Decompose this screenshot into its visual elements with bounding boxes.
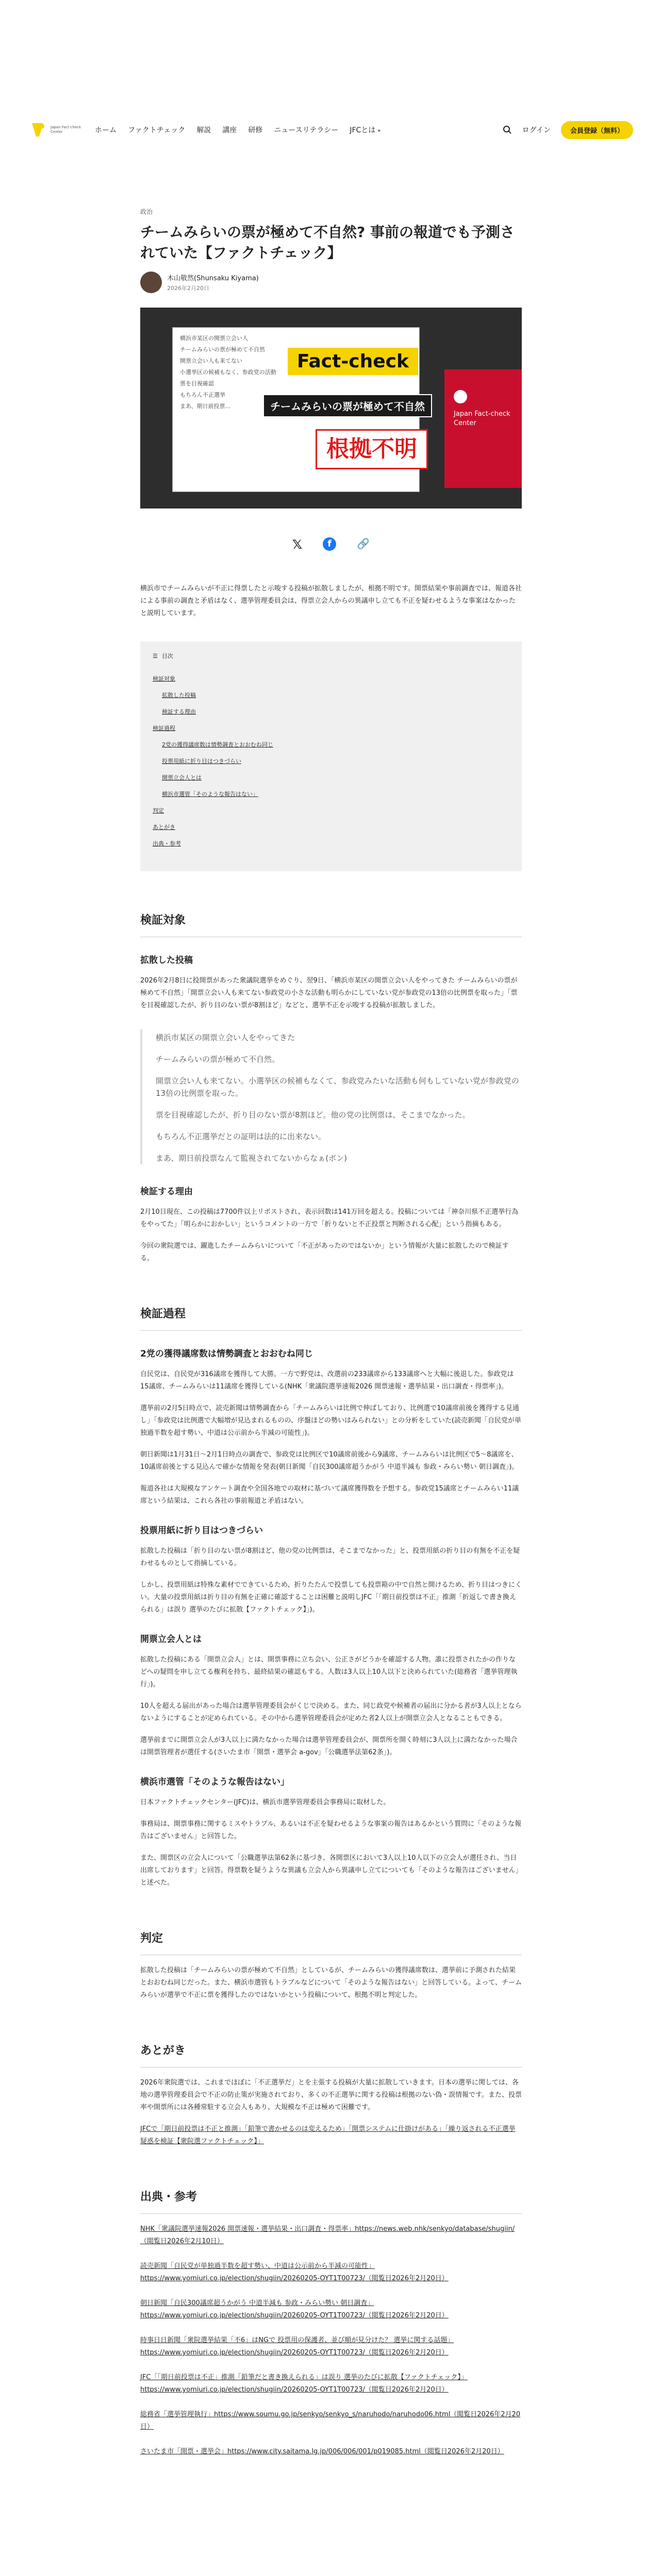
toc-item[interactable]: 2党の獲得議席数は情勢調査とおおむね同じ: [162, 741, 273, 748]
quote-line: 開票立会い人も来てない。小選挙区の候補もなくて、参政党みたいな活動も何もしていない党が参政党の13倍の比例票を取った。: [156, 1076, 519, 1098]
nav-about[interactable]: [350, 125, 380, 135]
main-nav: [95, 125, 380, 135]
list-icon: ☰: [153, 652, 158, 659]
subsection-heading: 2党の獲得議席数は情勢調査とおおむね同じ: [140, 1349, 313, 1359]
subsection-heading: 投票用紙に折り目はつきづらい: [140, 1526, 263, 1536]
subsection-heading: 検証する理由: [140, 1187, 193, 1197]
hero-brand-panel: [444, 369, 522, 488]
paragraph: 2026年衆院選では、これまでほぼに「不正選挙だ」とを主張する投稿が大量に拡散していきます。日本の選挙に関しては、各地の選挙管理委員会で不正の防止策が実施されており、多くの不正選挙に関する投稿は根拠のない偽・誤情報です。また、投票率や開票所には各種常駐する立会人もあり、大規模な不正は極めて困難です。: [140, 2079, 522, 2111]
subsection-heading: 開票立会人とは: [140, 1634, 202, 1645]
toc-header[interactable]: [153, 652, 509, 660]
publish-date: 2026年2月20日: [167, 285, 209, 292]
quote-line: 横浜市某区の開票立会い人をやってきた: [156, 1033, 295, 1042]
toc-item[interactable]: 検証過程: [153, 725, 175, 732]
hero-doc-line: チームみらいの票が極めて不自然: [180, 346, 265, 353]
paragraph: 報道各社は大規模なアンケート調査や全国各地での取材に基づいて議席獲得数を予想する。参政党15議席とチームみらい11議席という結果は、これら各社の事前報道と矛盾はない。: [140, 1485, 519, 1505]
site-logo[interactable]: [29, 121, 81, 139]
paragraph: 拡散した投稿は「折り目のない票が8割ほど、他の党の比例票は、そこまでなかった」と、投票用紙の折り目の有無を不正を疑わせるものとして指摘している。: [140, 1547, 520, 1567]
paragraph: 選挙前までに開票立会人が3人以上に満たなかった場合は選挙管理委員会が、開票所を開く時刻に3人以上に満たなかった場合は開票管理者が選任する(さいたま市「開票・選挙会 a-gov」「公職選挙法第62条」)。: [140, 1736, 518, 1756]
paragraph: 日本ファクトチェックセンター(JFC)は、横浜市選挙管理委員会事務局に取材した。: [140, 1799, 390, 1806]
jfc-logo-icon: [29, 121, 46, 139]
paragraph: 選挙前の2月5日時点で、読売新聞は情勢調査から「チームみらいは比例で伸ばしており、比例選で10議席前後を獲得する見通し」「参政党は比例選で大幅増が見込まれるものの、序盤ほどの勢いはみられない」との分析をしていた(読売新聞「自民党が単独過半数を超す勢い、中道は公示前から半減の可能性」)。: [140, 1404, 522, 1437]
quote-line: チームみらいの票が極めて不自然。: [156, 1055, 280, 1064]
toc-item[interactable]: 拡散した投稿: [162, 692, 196, 699]
source-link[interactable]: 読売新聞「自民党が単独過半数を超す勢い、中道は公示前から半減の可能性」https://www.yomiuri.co.jp/election/shugiin/20260205-OYT1T00723/（閲覧日2026年2月20日）: [140, 2262, 449, 2282]
avatar: [140, 272, 162, 293]
hero-doc-line: まあ、期日前投票…: [180, 403, 231, 410]
hero-brand-text: Japan Fact-check Center: [454, 410, 510, 427]
header-tools: [503, 121, 633, 139]
paragraph: しかし、投票用紙は特殊な素材でできているため、折りたたんで投票しても投票箱の中で自然と開けるため、折り目はつきにくい。大量の投票用紙は折り目の有無を正確に確認することは困難と説明しJFC「「期日前投票は不正」推測「折返しで書き換えられる」は誤り 選挙のたびに拡散【ファクトチェック】」)。: [140, 1581, 522, 1614]
nav-explainer[interactable]: 解説: [196, 126, 211, 134]
section-heading: 検証過程: [140, 1305, 522, 1331]
paragraph: 10人を超える届出があった場合は選挙管理委員会がくじで決める。また、同じ政党や候補者の届出に分かる者が3人以上とならないようにすることが定められている。その中から選挙管理委員会が定めた者2人以上が開票立会人となることもできる。: [140, 1702, 522, 1722]
login-link[interactable]: ログイン: [522, 126, 551, 134]
paragraph: 拡散した投稿は「チームみらいの票が極めて不自然」としているが、チームみらいの獲得議席数は、選挙前に予測された結果とおおむね同じだった。また、横浜市選管もトラブルなどについて「そのような報告はない」と回答している。よって、チームみらいが選挙で不正に票を獲得したのではないかという投稿について、根拠不明と判定した。: [140, 1967, 522, 1999]
source-link[interactable]: JFC「「期日前投票は不正」推測「鉛筆だと書き換えられる」は誤り 選挙のたびに拡散【ファクトチェック】」https://www.yomiuri.co.jp/election/shugiin/20260205-OYT1T00723/（閲覧日2026年2月20日）: [140, 2374, 468, 2394]
nav-course[interactable]: 講座: [222, 126, 237, 134]
nav-factcheck[interactable]: ファクトチェック: [128, 126, 186, 134]
paragraph: また、開票区の立会人について「公職選挙法第62条に基づき、各開票区において3人以上10人以下の立会人が選任され、当日出席しております」と回答。得票数を疑うような異議も立会人から異議申し立てについても「そのような報告はございません」と述べた。: [140, 1854, 519, 1887]
facebook-share-icon[interactable]: f: [323, 537, 336, 551]
toc-item[interactable]: 開票立会人とは: [162, 774, 202, 781]
author-block: [140, 272, 522, 293]
subsection-heading: 横浜市選管「そのような報告はない」: [140, 1777, 289, 1787]
section-heading: 出典・参考: [140, 2188, 522, 2214]
quote-line: まあ、期日前投票なんて監視されてないからなぁ(ポン): [156, 1154, 347, 1163]
x-share-icon[interactable]: 𝕏: [292, 537, 303, 552]
toc-item[interactable]: 横浜市選管「そのような報告はない」: [162, 791, 258, 798]
source-list: [140, 2223, 522, 2458]
nav-about-label: JFCとは: [350, 126, 376, 134]
quoted-post: [140, 1029, 522, 1164]
brand-disc-icon: [454, 390, 467, 403]
paragraph: 2月10日現在、この投稿は7700件以上リポストされ、表示回数は141万回を超える。投稿については「神奈川県不正選挙行為をやってた」「明らかにおかしい」というコメントの一方で「折りないと不正投票と判断される心配」という指摘もある。: [140, 1208, 519, 1228]
nav-news-literacy[interactable]: ニュースリテラシー: [274, 126, 339, 134]
hero-verdict: 根拠不明: [316, 429, 428, 469]
hero-doc-line: 横浜市某区の開票立会い人: [180, 335, 248, 342]
member-signup-button[interactable]: 会員登録（無料）: [561, 121, 633, 139]
paragraph: 朝日新聞は1月31日〜2月1日時点の調査で、参政党は比例区で10議席前後から9議席、チームみらいは比例区で5〜8議席を、10議席前後とする見込んで確かな情報を発表(朝日新聞「自民300議席超うかがう 中道半減も 参政・みらい勢い 朝日調査」)。: [140, 1451, 519, 1471]
section-heading: 判定: [140, 1929, 522, 1955]
toc-item[interactable]: 判定: [153, 807, 164, 814]
hero-doc-line: 票を目視確認: [180, 380, 214, 387]
source-link[interactable]: NHK「衆議院選挙速報2026 開票速報・選挙結果・出口調査・得票率」https://news.web.nhk/senkyo/database/shugiin/（閲覧日2026年2月10日）: [140, 2225, 515, 2245]
copy-link-icon[interactable]: 🔗: [357, 537, 370, 550]
source-link[interactable]: 総務省「選挙管理執行」https://www.soumu.go.jp/senkyo/senkyo_s/naruhodo/naruhodo06.html（閲覧日2026年2月20日）: [140, 2411, 521, 2431]
hero-doc-line: 開票立会い人も来てない: [180, 358, 242, 364]
site-header: [0, 0, 662, 142]
article-title: チームみらいの票が極めて不自然? 事前の報道でも予測されていた【ファクトチェック】: [140, 224, 515, 261]
source-link[interactable]: さいたま市「開票・選挙会」https://www.city.saitama.lg.jp/006/006/001/p019085.html（閲覧日2026年2月20日）: [140, 2448, 504, 2455]
toc-item[interactable]: 出典・参考: [153, 840, 181, 847]
source-link[interactable]: 時事日日新聞「衆院選挙結果「不6」はNGで 投票用の保護者、並び順が見分けた？ 選挙に関する話題」https://www.yomiuri.co.jp/election/shugiin/20260205-OYT1T00723/（閲覧日2026年2月20日）: [140, 2336, 454, 2357]
paragraph: 拡散した投稿にある「開票立会人」とは、開票事務に立ち会い、公正さがどうかを確認する人物。誰に投票されたかの作りなどへの疑問を申し立てる権利を持ち、最終結果の確認もする。人数は3人以上10人以下と決められていた(総務省「選挙管理執行」)。: [140, 1656, 518, 1688]
logo-text: Japan Fact-check Center: [51, 125, 81, 134]
hero-doc-line: もちろん不正選挙: [180, 392, 225, 398]
paragraph: 事務局は、開票事務に関するミスやトラブル、あるいは不正を疑わせるような事案の報告はあるかという質問に「そのような報告はございません」と回答した。: [140, 1820, 522, 1840]
paragraph: 自民党は、自民党が316議席を獲得して大勝。一方で野党は、改選前の233議席から133議席へと大幅に後退した。参政党は15議席、チームみらいは11議席を獲得している(NHK「衆議院選挙速報2026 開票速報・選挙結果・出口調査・得票率」)。: [140, 1370, 514, 1391]
toc-item[interactable]: あとがき: [153, 824, 175, 831]
section-heading: あとがき: [140, 2042, 522, 2067]
related-article-link[interactable]: JFCで「期日前投票は不正と推測」「鉛筆で書かせるのは変えるため」「開票システムに仕掛けがある」「繰り返される不正選挙疑惑を検証【衆院選ファクトチェック】」: [140, 2125, 516, 2145]
table-of-contents: [140, 641, 522, 871]
article: [140, 207, 522, 2458]
hero-doc-line: 小選挙区の候補もなく、参政党の活動: [180, 369, 276, 376]
chevron-down-icon: ▾: [377, 128, 380, 134]
source-link[interactable]: 朝日新聞「自民300議席超うかがう 中道半減も 参政・みらい勢い 朝日調査」https://www.yomiuri.co.jp/election/shugiin/20260205-OYT1T00723/（閲覧日2026年2月20日）: [140, 2299, 449, 2319]
hero-factcheck-label: Fact-check: [288, 348, 418, 375]
search-icon[interactable]: [503, 125, 512, 134]
toc-item[interactable]: 投票用紙に折り目はつきづらい: [162, 758, 241, 765]
hero-claim-banner: チームみらいの票が極めて不自然: [263, 394, 432, 417]
toc-title: 目次: [161, 653, 173, 659]
article-category[interactable]: 政治: [140, 208, 153, 215]
author-name[interactable]: 木山敬然(Shunsaku Kiyama): [167, 275, 259, 282]
paragraph: 今回の衆院選では、躍進したチームみらいについて「不正があったのではないか」という情報が大量に拡散したので検証する。: [140, 1242, 509, 1262]
nav-home[interactable]: ホーム: [95, 126, 117, 134]
share-bar: [140, 537, 522, 552]
article-lede: 横浜市でチームみらいが不正に得票したと示唆する投稿が拡散しましたが、根拠不明です。開票結果や事前調査では、報道各社による事前の調査と矛盾はなく、選挙管理委員会は、得票立会人からの異議申し立ても不正を疑わせるような事案はなかったと説明しています。: [140, 585, 522, 617]
section-heading: 検証対象: [140, 911, 522, 937]
subsection-heading: 拡散した投稿: [140, 955, 193, 965]
quote-line: もちろん不正選挙だとの証明は法的に出来ない。: [156, 1132, 326, 1141]
nav-training[interactable]: 研修: [248, 126, 263, 134]
toc-item[interactable]: 検証する理由: [162, 708, 196, 715]
hero-image: [140, 308, 522, 509]
top-navigation: [29, 118, 633, 141]
paragraph: 2026年2月8日に投開票があった衆議院選挙をめぐり、翌9日、「横浜市某区の開票立会い人をやってきた チームみらいの票が極めて不自然」「開票立会い人も来てない参政党の小さな活動も明らかにしていない党が参政党の13倍の比例票を取った」「票を目視確認したが、折り目のない票が8割ほど」などと、選挙不正を示唆する投稿が拡散しました。: [140, 977, 518, 1009]
quote-line: 票を目視確認したが、折り目のない票が8割ほど。他の党の比例票は、そこまでなかった。: [156, 1110, 470, 1120]
toc-item[interactable]: 検証対象: [153, 675, 175, 682]
